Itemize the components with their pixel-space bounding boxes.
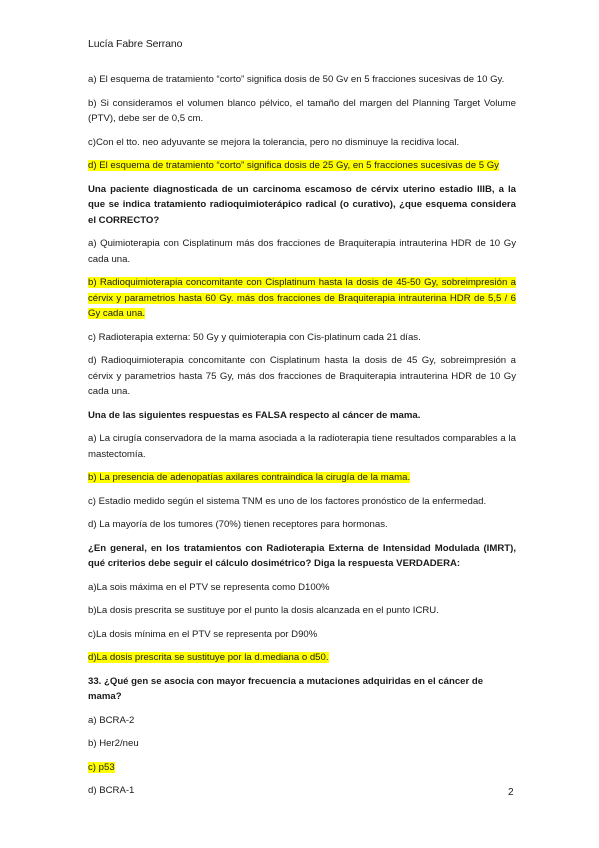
correct-answer-paragraph <box>88 275 516 322</box>
question-paragraph <box>88 674 516 705</box>
option-paragraph <box>88 96 516 127</box>
page-header-author: Lucía Fabre Serrano <box>88 38 183 50</box>
paragraph-text: b) Her2/neu <box>88 738 139 749</box>
paragraph-text: b) Si consideramos el volumen blanco pélvico, el tamaño del margen del Planning Target Volume (PTV), debe ser de 0,5 cm. <box>88 97 516 124</box>
question-text: Una de las siguientes respuestas es FALSA respecto al cáncer de mama. <box>88 409 421 421</box>
paragraph-text: a) La cirugía conservadora de la mama asociada a la radioterapia tiene resultados comparables a la mastectomía. <box>88 433 516 460</box>
paragraph-text: a) Quimioterapia con Cisplatinum más dos fracciones de Braquiterapia intrauterina HDR de 10 Gy cada una. <box>88 238 516 265</box>
option-paragraph <box>88 517 516 533</box>
option-paragraph <box>88 135 516 151</box>
highlighted-text: b) Radioquimioterapia concomitante con Cisplatinum hasta la dosis de 45-50 Gy, sobreimpresión a cérvix y parametrios hasta 60 Gy. más dos fracciones de Braquiterapia intrauterina HDR de 5,5 / 6 Gy cada una. <box>88 277 516 319</box>
question-text: ¿En general, en los tratamientos con Radioterapia Externa de Intensidad Modulada (IMRT), qué criterios debe seguir el cálculo dosimétrico? Diga la respuesta VERDADERA: <box>88 542 516 569</box>
paragraph-text: a)La sois máxima en el PTV se representa como D100% <box>88 581 330 593</box>
paragraph-text: c)Con el tto. neo adyuvante se mejora la tolerancia, pero no disminuye la recidiva local. <box>88 136 460 148</box>
page-number: 2 <box>508 787 514 798</box>
option-paragraph <box>88 330 516 346</box>
document-body <box>88 72 516 807</box>
highlighted-text: d) El esquema de tratamiento “corto” significa dosis de 25 Gy, en 5 fracciones sucesivas de 5 Gy <box>88 160 499 171</box>
paragraph-text: c) Radioterapia externa: 50 Gy y quimioterapia con Cis-platinum cada 21 días. <box>88 331 421 343</box>
correct-answer-paragraph <box>88 650 516 666</box>
paragraph-text: c)La dosis mínima en el PTV se representa por D90% <box>88 628 318 640</box>
correct-answer-paragraph <box>88 760 516 776</box>
option-paragraph <box>88 431 516 462</box>
question-text: Una paciente diagnosticada de un carcinoma escamoso de cérvix uterino estadio IIIB, a la que se indica tratamiento radioquimioterápico radical (o curativo), ¿que esquema considera el CORRECTO? <box>88 183 516 226</box>
highlighted-text: c) p53 <box>88 761 115 773</box>
option-paragraph <box>88 783 516 799</box>
option-paragraph <box>88 736 516 752</box>
option-paragraph <box>88 627 516 643</box>
option-paragraph <box>88 236 516 267</box>
paragraph-text: a) BCRA-2 <box>88 714 135 726</box>
paragraph-text: a) El esquema de tratamiento “corto” significa dosis de 50 Gv en 5 fracciones sucesivas de 10 Gy. <box>88 74 505 85</box>
highlighted-text: b) La presencia de adenopatías axilares contraindica la cirugía de la mama. <box>88 472 411 483</box>
paragraph-text: c) Estadio medido según el sistema TNM es uno de los factores pronóstico de la enfermedad. <box>88 495 487 507</box>
paragraph-text: d) Radioquimioterapia concomitante con Cisplatinum hasta la dosis de 45 Gy, sobreimpresión a cérvix y parametrios hasta 75 Gy, más dos fracciones de Braquiterapia intrauterina HDR de 10 Gy cada una. <box>88 355 516 397</box>
question-text: 33. ¿Qué gen se asocia con mayor frecuencia a mutaciones adquiridas en el cáncer de mama? <box>88 675 484 702</box>
highlighted-text: d)La dosis prescrita se sustituye por la d.mediana o d50. <box>88 652 329 663</box>
option-paragraph <box>88 603 516 619</box>
correct-answer-paragraph <box>88 158 516 174</box>
question-paragraph <box>88 182 516 229</box>
paragraph-text: d) BCRA-1 <box>88 785 135 796</box>
option-paragraph <box>88 494 516 510</box>
correct-answer-paragraph <box>88 470 516 486</box>
option-paragraph <box>88 713 516 729</box>
paragraph-text: d) La mayoría de los tumores (70%) tienen receptores para hormonas. <box>88 519 388 530</box>
option-paragraph <box>88 580 516 596</box>
paragraph-text: b)La dosis prescrita se sustituye por el punto la dosis alcanzada en el punto ICRU. <box>88 605 439 616</box>
option-paragraph <box>88 72 516 88</box>
option-paragraph <box>88 353 516 400</box>
question-paragraph <box>88 408 516 424</box>
question-paragraph <box>88 541 516 572</box>
